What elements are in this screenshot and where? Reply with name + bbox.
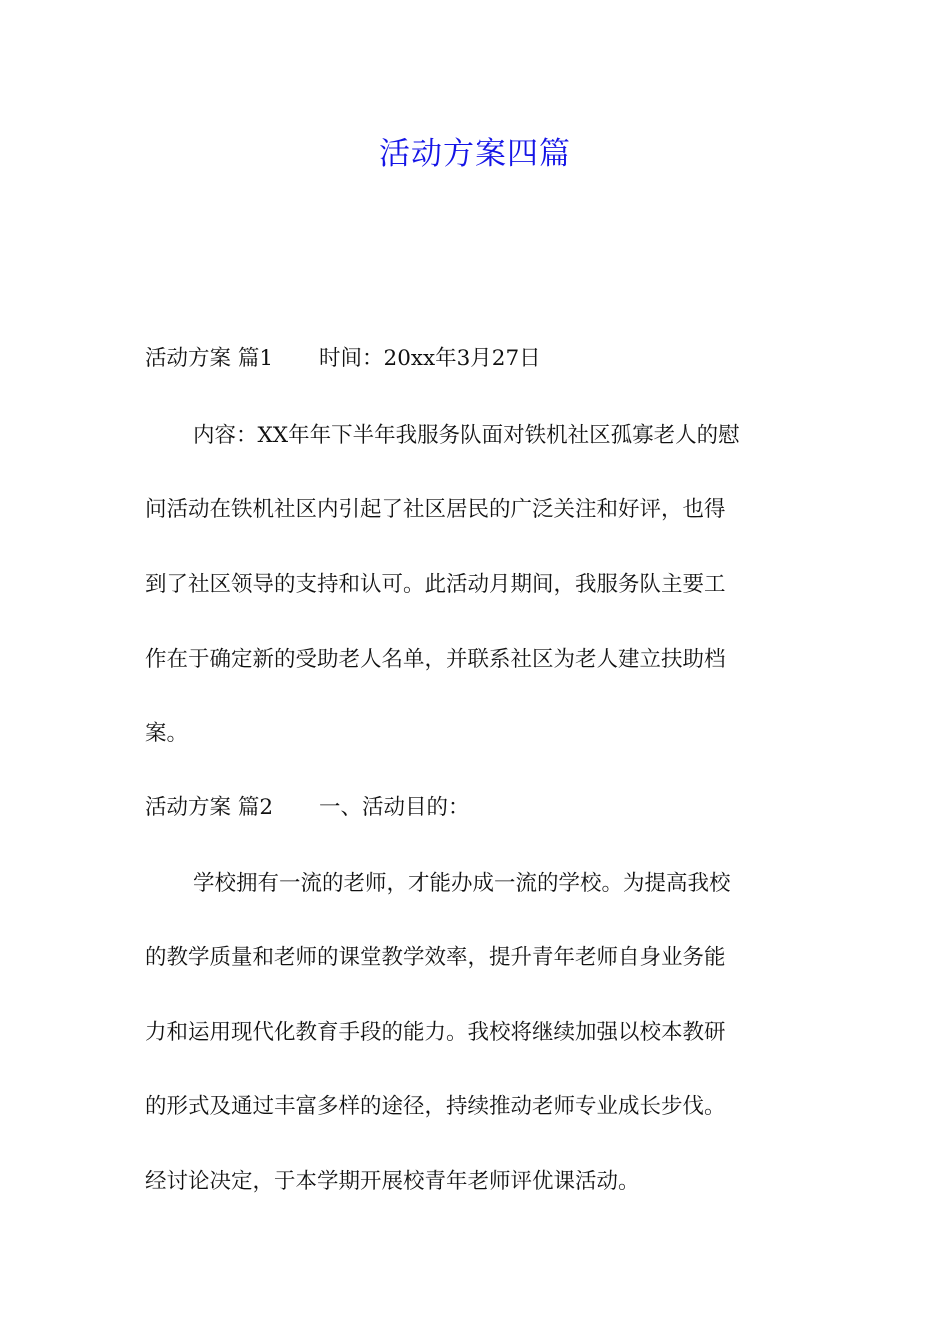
section-1-heading: 活动方案 篇1 [145, 346, 274, 371]
section-1-paragraph-line: 案。 [145, 721, 189, 746]
section-1-paragraph-line: 作在于确定新的受助老人名单，并联系社区为老人建立扶助档 [145, 647, 726, 672]
section-1-paragraph-line: 内容：XX年年下半年我服务队面对铁机社区孤寡老人的慰 [193, 423, 740, 448]
section-2-meta: 一、活动目的： [319, 795, 470, 820]
section-1-paragraph-line: 到了社区领导的支持和认可。此活动月期间，我服务队主要工 [145, 572, 726, 597]
section-2-paragraph-line: 的教学质量和老师的课堂教学效率，提升青年老师自身业务能 [145, 945, 726, 970]
section-2-heading: 活动方案 篇2 [145, 795, 274, 820]
section-2-paragraph-line: 的形式及通过丰富多样的途径，持续推动老师专业成长步伐。 [145, 1094, 726, 1119]
section-2-paragraph-line: 经讨论决定，于本学期开展校青年老师评优课活动。 [145, 1169, 640, 1194]
section-1-meta: 时间：20xx年3月27日 [319, 346, 541, 371]
section-1-paragraph-line: 问活动在铁机社区内引起了社区居民的广泛关注和好评，也得 [145, 497, 726, 522]
document-title: 活动方案四篇 [379, 136, 571, 172]
section-2-paragraph-line: 学校拥有一流的老师，才能办成一流的学校。为提高我校 [193, 871, 731, 896]
section-1-heading-line [145, 344, 810, 374]
section-2-heading-line [145, 793, 810, 823]
section-2-paragraph-line: 力和运用现代化教育手段的能力。我校将继续加强以校本教研 [145, 1020, 726, 1045]
